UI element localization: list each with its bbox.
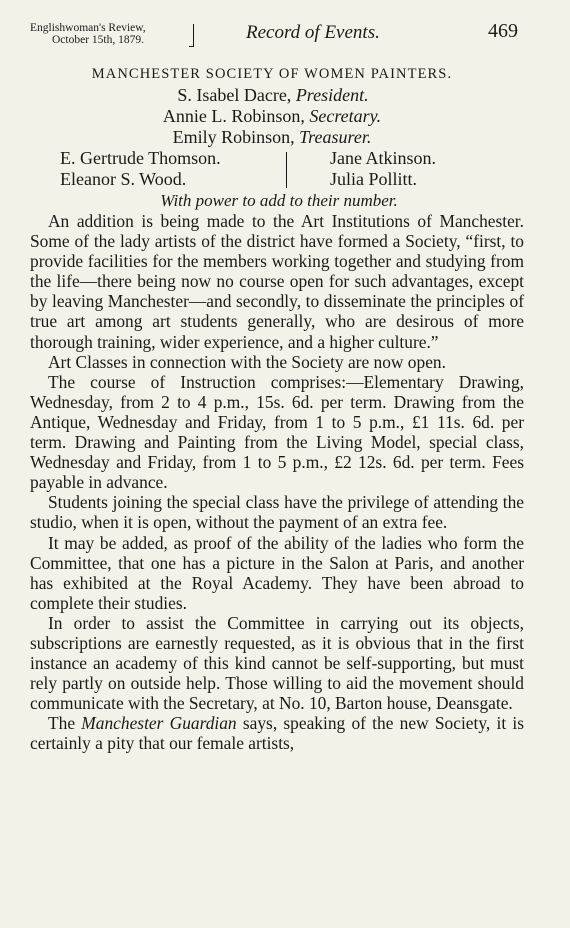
paragraph: In order to assist the Committee in carrying out its objects, subscriptions are earnestly requested, as it is obvious that in the first instance an academy of this kind cannot be self-supporting, but must rely partly on outside help. Those willing to aid the movement should communicate with the Secretary, at No. 10, Barton house, Deansgate. bbox=[30, 612, 524, 714]
document-page bbox=[18, 22, 526, 754]
treasurer-name: Emily Robinson, bbox=[172, 127, 295, 147]
treasurer-role: Treasurer. bbox=[299, 127, 372, 147]
paragraph: Students joining the special class have the privilege of attending the studio, when it is open, without the payment of an extra fee. bbox=[30, 492, 524, 533]
paragraph: Art Classes in connection with the Society are now open. bbox=[48, 351, 446, 372]
president-line bbox=[18, 85, 526, 106]
paragraph: It may be added, as proof of the ability of the ladies who form the Committee, that one has a picture in the Salon at Paris, and another has exhibited at the Royal Academy. They have been abroad to complete their studies. bbox=[30, 532, 524, 613]
running-head bbox=[18, 22, 526, 52]
secretary-role: Secretary. bbox=[309, 106, 382, 126]
committee-members bbox=[18, 148, 526, 190]
treasurer-line bbox=[18, 127, 526, 148]
committee-column-left bbox=[60, 148, 221, 190]
paragraph: The course of Instruction comprises:—Elementary Drawing, Wednesday, from 2 to 4 p.m., 15s. 6d. per term. Drawing from the Antique, Wednesday and Friday, from 1 to 5 p.m., £1 11s. 6d. per term. Drawing and Painting from the Living Model, special class, Wednesday and Friday, from 1 to 5 p.m., £2 12s. 6d. per term. Fees payable in advance. bbox=[30, 371, 524, 493]
column-divider bbox=[286, 152, 287, 188]
page-number: 469 bbox=[488, 20, 518, 42]
secretary-line bbox=[18, 106, 526, 127]
citation-bracket bbox=[189, 24, 194, 47]
committee-column-right bbox=[330, 148, 436, 190]
paragraph-rest: says, speaking of the new Society, it is certainly a pity that our female artists, bbox=[30, 713, 524, 754]
paragraph bbox=[30, 713, 524, 753]
paragraph: An addition is being made to the Art Institutions of Manchester. Some of the lady artists of the district have formed a Society, “first, to provide facilities for the members working together and studying from the life—there being now no course open for such advantages, except by leaving Manchester—and secondly, to disseminate the principles of true art among art students generally, who are desirous of more thorough training, wider experience, and a higher culture.” bbox=[30, 211, 524, 352]
journal-citation bbox=[30, 22, 194, 46]
committee-note: With power to add to their number. bbox=[160, 191, 398, 210]
committee-member: Eleanor S. Wood. bbox=[60, 169, 187, 189]
paragraph-lead: The bbox=[48, 713, 76, 734]
president-name: S. Isabel Dacre, bbox=[177, 85, 292, 105]
journal-date: October 15th, 1879. bbox=[52, 34, 144, 46]
committee-member: E. Gertrude Thomson. bbox=[60, 148, 221, 168]
article-heading: MANCHESTER SOCIETY OF WOMEN PAINTERS. bbox=[91, 66, 453, 82]
secretary-name: Annie L. Robinson, bbox=[162, 106, 305, 126]
section-title: Record of Events. bbox=[246, 22, 380, 43]
president-role: President. bbox=[295, 85, 369, 105]
journal-name: Englishwoman's Review, bbox=[30, 22, 146, 34]
committee-member: Julia Pollitt. bbox=[330, 169, 418, 189]
article-body bbox=[18, 211, 526, 754]
newspaper-title: Manchester Guardian bbox=[81, 713, 237, 734]
committee-member: Jane Atkinson. bbox=[330, 148, 436, 168]
